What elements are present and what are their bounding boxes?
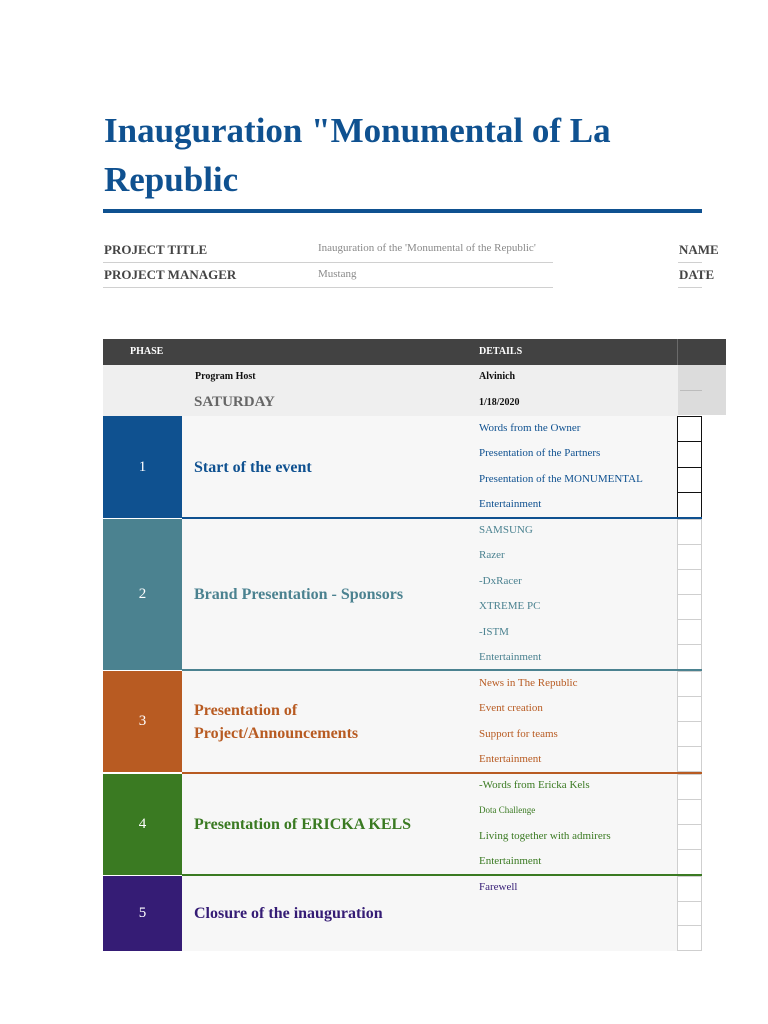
name-label: NAME	[679, 242, 719, 257]
phase-detail: Presentation of the Partners	[479, 447, 601, 459]
host-label: Program Host	[195, 371, 256, 382]
phase-detail: Razer	[479, 549, 505, 561]
checkbox-column	[677, 519, 702, 670]
title-underline	[103, 209, 702, 213]
info-divider	[103, 287, 553, 288]
phase-detail: Words from the Owner	[479, 422, 581, 434]
phase-number-cell	[103, 876, 182, 951]
phase-detail: SAMSUNG	[479, 524, 533, 536]
checkbox[interactable]	[677, 671, 702, 697]
phase-number-cell	[103, 519, 182, 670]
phase-detail: -ISTM	[479, 626, 509, 638]
checkbox[interactable]	[677, 519, 702, 545]
phase-title-cell	[194, 416, 464, 518]
project-title-label: PROJECT TITLE	[104, 242, 208, 257]
phase-number: 4	[138, 816, 147, 832]
phase-detail: Entertainment	[479, 651, 542, 663]
header-phase: PHASE	[130, 346, 164, 357]
phase-title-cell	[194, 671, 464, 772]
project-title-value: Inauguration of the 'Monumental of the Republic'	[318, 242, 536, 254]
phase-number: 5	[138, 905, 147, 921]
checkbox[interactable]	[677, 722, 702, 747]
phase-detail: Support for teams	[479, 728, 558, 740]
phase-title: Closure of the inauguration	[194, 905, 383, 922]
header-details: DETAILS	[479, 346, 523, 357]
date-label: DATE	[679, 267, 715, 282]
checkbox[interactable]	[677, 747, 702, 772]
phase-detail: Farewell	[479, 881, 518, 893]
phase-detail: -DxRacer	[479, 575, 522, 587]
phase-title-cell	[194, 519, 464, 670]
checkbox[interactable]	[677, 697, 702, 722]
phase-title: Start of the event	[194, 458, 312, 476]
phase-number-cell	[103, 671, 182, 772]
checkbox[interactable]	[677, 825, 702, 850]
checkbox[interactable]	[677, 800, 702, 825]
phase-detail: -Words from Ericka Kels	[479, 779, 590, 791]
checkbox[interactable]	[677, 850, 702, 875]
phase-detail: Entertainment	[479, 753, 542, 765]
phase-detail: Presentation of the MONUMENTAL	[479, 473, 643, 485]
checkbox[interactable]	[677, 570, 702, 595]
phase-number: 2	[138, 586, 147, 602]
phase-title: Presentation of ERICKA KELS	[194, 816, 412, 833]
phase-detail: Dota Challenge	[479, 805, 536, 815]
host-value: Alvinich	[479, 371, 516, 382]
host-side-line	[680, 390, 702, 391]
info-divider	[103, 262, 553, 263]
checkbox-column	[677, 416, 702, 518]
header-separator	[677, 339, 678, 365]
phase-number-cell	[103, 774, 182, 875]
name-divider	[678, 262, 702, 263]
phase-number-cell	[103, 416, 182, 518]
phase-detail: XTREME PC	[479, 600, 541, 612]
checkbox[interactable]	[677, 774, 702, 800]
date-divider	[678, 287, 702, 288]
table-header	[103, 339, 726, 365]
checkbox[interactable]	[677, 926, 702, 951]
checkbox-column	[677, 671, 702, 772]
checkbox[interactable]	[677, 595, 702, 620]
phase-title: Presentation of Project/Announcements	[194, 701, 359, 742]
day-label: SATURDAY	[194, 394, 275, 410]
phase-number: 1	[138, 458, 147, 475]
phase-detail: Entertainment	[479, 855, 542, 867]
phase-title: Brand Presentation - Sponsors	[194, 586, 404, 603]
checkbox-column	[677, 876, 702, 951]
checkbox[interactable]	[677, 620, 702, 645]
phase-number: 3	[138, 713, 147, 729]
checkbox[interactable]	[677, 442, 702, 467]
checkbox[interactable]	[677, 902, 702, 927]
project-manager-value: Mustang	[318, 268, 357, 280]
phase-title-cell	[194, 774, 464, 875]
phase-detail: News in The Republic	[479, 677, 578, 689]
checkbox[interactable]	[677, 545, 702, 570]
phase-title-cell	[194, 876, 464, 951]
checkbox-column	[677, 774, 702, 875]
document-title: Inauguration "Monumental of La Republic	[104, 111, 611, 199]
date-value: 1/18/2020	[479, 397, 520, 408]
checkbox[interactable]	[677, 468, 702, 493]
checkbox[interactable]	[677, 416, 702, 442]
checkbox[interactable]	[677, 876, 702, 902]
project-manager-label: PROJECT MANAGER	[104, 267, 237, 282]
checkbox[interactable]	[677, 493, 702, 518]
phase-detail: Living together with admirers	[479, 830, 611, 842]
phase-detail: Event creation	[479, 702, 543, 714]
host-row	[103, 365, 678, 416]
checkbox[interactable]	[677, 645, 702, 670]
phase-detail: Entertainment	[479, 498, 542, 510]
